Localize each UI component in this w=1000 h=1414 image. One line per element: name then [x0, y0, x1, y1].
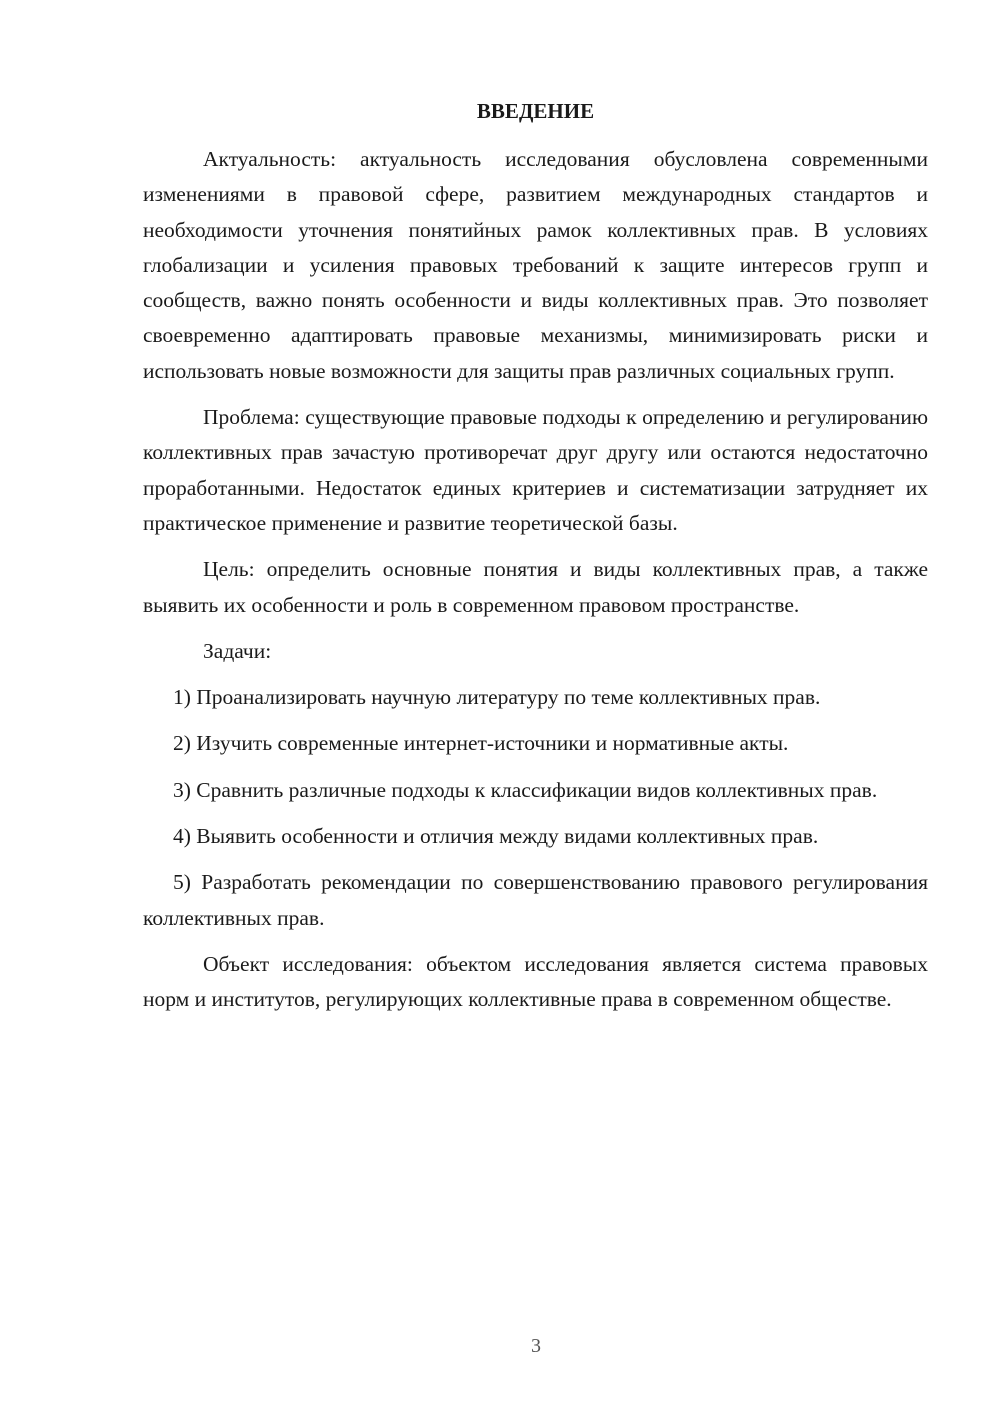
tasks-label: Задачи:: [203, 638, 272, 663]
document-body: [143, 142, 928, 1029]
task-item: 5) Разработать рекомендации по совершенствованию правового регулирования коллективных прав.: [143, 870, 928, 930]
paragraph-object: Объект исследования: объектом исследования является система правовых норм и институтов, регулирующих коллективные права в современном обществе.: [143, 951, 928, 1012]
page-title: ВВЕДЕНИЕ: [476, 99, 595, 123]
page-number: 3: [531, 1335, 541, 1357]
paragraph-problem: Проблема: существующие правовые подходы к определению и регулированию коллективных прав зачастую противоречат друг другу или остаются недостаточно проработанными. Недостаток единых критериев и систематизации затрудняет их практическое применение и развитие теоретической базы.: [143, 405, 928, 535]
paragraph-goal: Цель: определить основные понятия и виды коллективных прав, а также выявить их особенности и роль в современном правовом пространстве.: [143, 557, 928, 617]
task-item: 1) Проанализировать научную литературу по теме коллективных прав.: [173, 685, 821, 710]
task-item: 4) Выявить особенности и отличия между видами коллективных прав.: [173, 824, 819, 849]
task-item: 2) Изучить современные интернет-источники и нормативные акты.: [173, 731, 789, 756]
task-item: 3) Сравнить различные подходы к классификации видов коллективных прав.: [173, 777, 878, 802]
paragraph-relevance: Актуальность: актуальность исследования обусловлена современными изменениями в правовой сфере, развитием международных стандартов и необходимости уточнения понятийных рамок коллективных прав. В условиях глобализации и усиления правовых требований к защите интересов групп и сообществ, важно понять особенности и виды коллективных прав. Это позволяет своевременно адаптировать правовые механизмы, минимизировать риски и использовать новые возможности для защиты прав различных социальных групп.: [143, 147, 928, 383]
